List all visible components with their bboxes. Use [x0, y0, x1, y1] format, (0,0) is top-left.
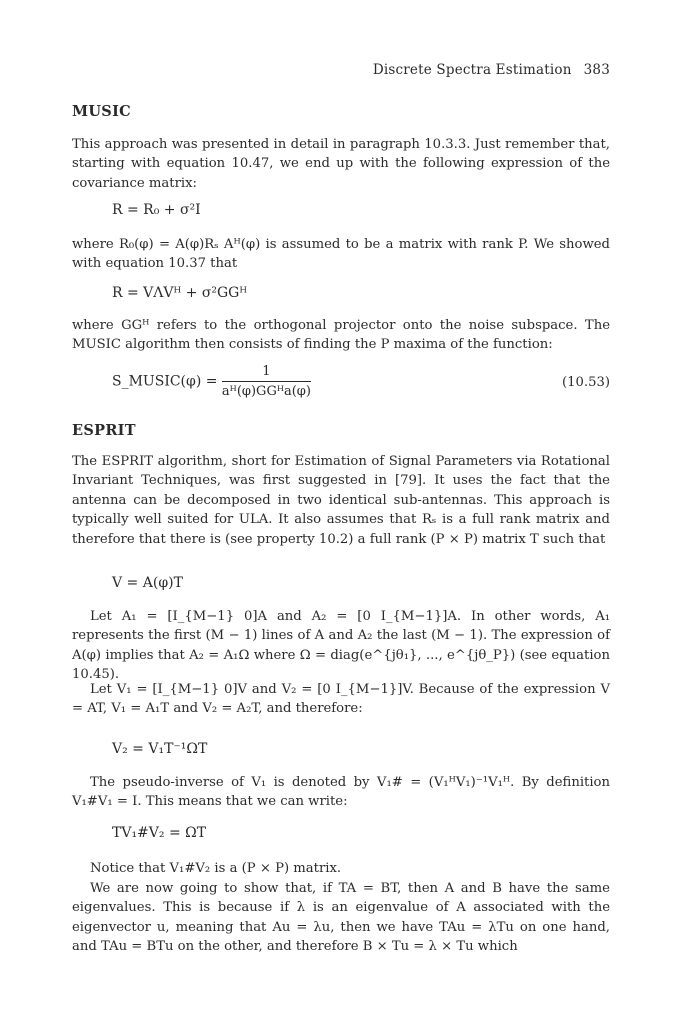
running-title: Discrete Spectra Estimation	[372, 62, 572, 78]
equation-music-spectrum	[112, 364, 311, 399]
esprit-paragraph-3: Let V₁ = [I_{M−1} 0]V and V₂ = [0 I_{M−1}]V. Because of the expression V = AT, V₁ = A₁T and V₂ = A₂T, and therefore:	[72, 682, 610, 717]
running-header	[373, 62, 610, 78]
equation-number-10-53: (10.53)	[561, 375, 610, 390]
music-paragraph-3: where GGᴴ refers to the orthogonal projector onto the noise subspace. The MUSIC algorithm then consists of finding the P maxima of the function:	[72, 318, 610, 353]
esprit-paragraph-2: Let A₁ = [I_{M−1} 0]A and A₂ = [0 I_{M−1}]A. In other words, A₁ represents the first (M − 1) lines of A and A₂ the last (M − 1). The expression of A(φ) implies that A₂ = A₁Ω where Ω = diag(e^{jθ₁}, ..., e^{jθ_P}) (see equation 10.45).	[72, 609, 610, 683]
esprit-paragraph-6: We are now going to show that, if TA = BT, then A and B have the same eigenvalues. This is because if λ is an eigenvalue of A associated with the eigenvector u, meaning that Au = λu, then we have TAu = λTu on one hand, and TAu = BTu on the other, and therefore B × Tu = λ × Tu which	[72, 881, 610, 955]
page	[72, 0, 610, 1024]
equation-pseudo-inverse: TV₁#V₂ = ΩT	[112, 825, 207, 841]
music-paragraph-1: This approach was presented in detail in paragraph 10.3.3. Just remember that, starting with equation 10.47, we end up with the following expression of the covariance matrix:	[72, 137, 610, 191]
page-number: 383	[583, 62, 610, 78]
equation-v-a-t: V = A(φ)T	[112, 575, 183, 591]
section-heading-music: MUSIC	[72, 103, 131, 120]
equation-covariance: R = R₀ + σ²I	[112, 202, 201, 218]
fraction-denominator: aᴴ(φ)GGᴴa(φ)	[221, 384, 311, 399]
music-spectrum-lhs: S_MUSIC(φ) =	[112, 373, 218, 390]
music-paragraph-2: where R₀(φ) = A(φ)Rₛ Aᴴ(φ) is assumed to be a matrix with rank P. We showed with equation 10.37 that	[72, 237, 610, 272]
equation-eigen-decomposition: R = VΛVᴴ + σ²GGᴴ	[112, 285, 248, 301]
equation-v2-relation: V₂ = V₁T⁻¹ΩT	[112, 741, 208, 757]
section-heading-esprit: ESPRIT	[72, 422, 136, 439]
esprit-paragraph-4: The pseudo-inverse of V₁ is denoted by V₁# = (V₁ᴴV₁)⁻¹V₁ᴴ. By definition V₁#V₁ = I. This means that we can write:	[72, 775, 610, 810]
music-spectrum-fraction	[222, 364, 311, 399]
fraction-numerator: 1	[222, 364, 311, 382]
esprit-paragraph-1: The ESPRIT algorithm, short for Estimation of Signal Parameters via Rotational Invariant Techniques, was first suggested in [79]. It uses the fact that the antenna can be decomposed in two identical sub-antennas. This approach is typically well suited for ULA. It also assumes that Rₛ is a full rank matrix and therefore that there is (see property 10.2) a full rank (P × P) matrix T such that	[72, 454, 610, 547]
esprit-paragraph-5: Notice that V₁#V₂ is a (P × P) matrix.	[90, 861, 342, 876]
